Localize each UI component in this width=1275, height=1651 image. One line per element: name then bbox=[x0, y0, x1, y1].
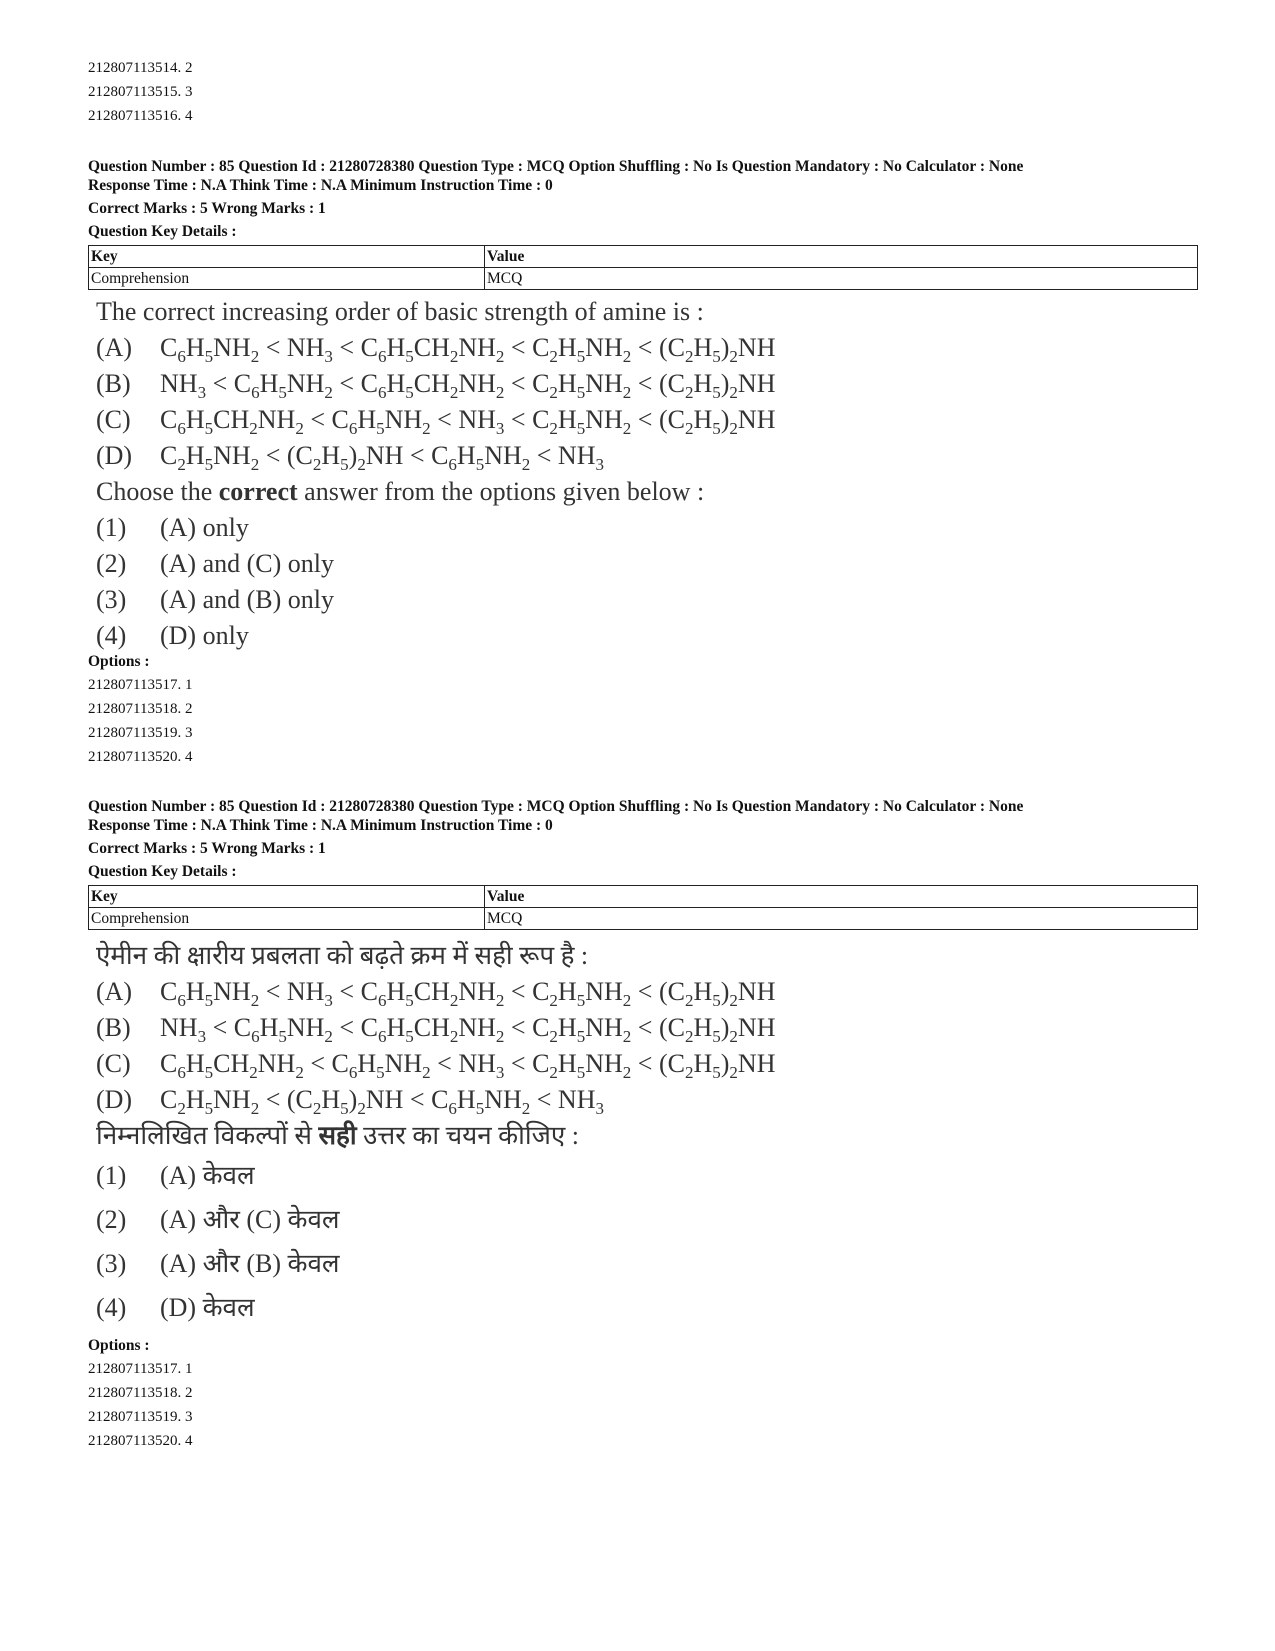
option-item: 212807113517. 1 bbox=[88, 677, 193, 693]
option-item: 212807113515. 3 bbox=[88, 84, 193, 100]
statement-d bbox=[96, 438, 775, 474]
choice-4: (4) (D) only bbox=[96, 621, 249, 650]
options-label: Options : bbox=[88, 1337, 150, 1354]
table-header-row bbox=[89, 886, 1198, 908]
statement-formula: $NH_3 < C_6H_5NH_2 < C_6H_5CH_2NH_2 < C_2H_5NH_2 < (C_2H_5)_2NH$ bbox=[160, 369, 776, 402]
table-header-key: Key bbox=[89, 886, 485, 908]
question-block-english bbox=[88, 157, 1198, 290]
statement-formula: $C_2H_5NH_2 < (C_2H_5)_2NH < C_6H_5NH_2 < NH_3$ bbox=[160, 441, 604, 474]
choice-2: (2) (A) और (C) केवल bbox=[96, 1205, 340, 1234]
question-key-table bbox=[88, 885, 1198, 930]
statement-label: (D) bbox=[96, 441, 133, 470]
statement-formula: $C_6H_5NH_2 < NH_3 < C_6H_5CH_2NH_2 < C_2H_5NH_2 < (C_2H_5)_2NH$ bbox=[160, 977, 776, 1010]
table-row bbox=[89, 268, 1198, 290]
options-section-english bbox=[88, 650, 192, 769]
marks-line: Correct Marks : 5 Wrong Marks : 1 bbox=[88, 840, 326, 857]
question-prompt: The correct increasing order of basic strength of amine is : bbox=[96, 297, 704, 326]
statement-c bbox=[96, 402, 775, 438]
table-header-key: Key bbox=[89, 246, 485, 268]
option-item: 212807113520. 4 bbox=[88, 749, 193, 765]
question-content-hindi bbox=[96, 938, 775, 1330]
choice-3: (3) (A) और (B) केवल bbox=[96, 1249, 340, 1278]
statement-label: (A) bbox=[96, 977, 133, 1006]
statement-b bbox=[96, 366, 775, 402]
statement-label: (C) bbox=[96, 1049, 131, 1078]
option-item: 212807113519. 3 bbox=[88, 1409, 193, 1425]
question-meta-line: Question Number : 85 Question Id : 21280728380 Question Type : MCQ Option Shuffling : No Is Question Mandatory : No Calculator : None bbox=[88, 158, 1024, 175]
statement-formula: $C_6H_5CH_2NH_2 < C_6H_5NH_2 < NH_3 < C_2H_5NH_2 < (C_2H_5)_2NH$ bbox=[160, 405, 776, 438]
question-content-english bbox=[96, 294, 775, 654]
options-label: Options : bbox=[88, 653, 150, 670]
options-section-hindi bbox=[88, 1334, 192, 1453]
table-header-value: Value bbox=[485, 246, 1198, 268]
statement-formula: $C_6H_5NH_2 < NH_3 < C_6H_5CH_2NH_2 < C_2H_5NH_2 < (C_2H_5)_2NH$ bbox=[160, 333, 776, 366]
table-header-value: Value bbox=[485, 886, 1198, 908]
option-item: 212807113516. 4 bbox=[88, 108, 193, 124]
statement-c bbox=[96, 1046, 775, 1082]
question-timing-line: Response Time : N.A Think Time : N.A Minimum Instruction Time : 0 bbox=[88, 177, 553, 194]
statement-d bbox=[96, 1082, 775, 1118]
choose-instruction: Choose the correct answer from the options given below : bbox=[96, 477, 705, 506]
choice-4: (4) (D) केवल bbox=[96, 1293, 255, 1322]
key-details-label: Question Key Details : bbox=[88, 223, 237, 240]
statement-label: (B) bbox=[96, 369, 131, 398]
statement-formula: $C_2H_5NH_2 < (C_2H_5)_2NH < C_6H_5NH_2 < NH_3$ bbox=[160, 1085, 604, 1118]
choose-instruction: निम्नलिखित विकल्पों से सही उत्तर का चयन कीजिए : bbox=[96, 1121, 579, 1150]
question-block-hindi bbox=[88, 797, 1198, 930]
statement-label: (B) bbox=[96, 1013, 131, 1042]
question-prompt: ऐमीन की क्षारीय प्रबलता को बढ़ते क्रम में सही रूप है : bbox=[96, 941, 589, 970]
previous-options-list bbox=[88, 56, 192, 128]
table-cell-key: Comprehension bbox=[89, 908, 485, 930]
statement-label: (D) bbox=[96, 1085, 133, 1114]
option-item: 212807113514. 2 bbox=[88, 60, 193, 76]
table-cell-key: Comprehension bbox=[89, 268, 485, 290]
emphasis-word: correct bbox=[218, 477, 298, 506]
table-row bbox=[89, 908, 1198, 930]
choice-3: (3) (A) and (B) only bbox=[96, 585, 335, 614]
statement-label: (A) bbox=[96, 333, 133, 362]
option-item: 212807113517. 1 bbox=[88, 1361, 193, 1377]
question-key-table bbox=[88, 245, 1198, 290]
question-meta-line: Question Number : 85 Question Id : 21280728380 Question Type : MCQ Option Shuffling : No Is Question Mandatory : No Calculator : None bbox=[88, 798, 1024, 815]
option-item: 212807113519. 3 bbox=[88, 725, 193, 741]
key-details-label: Question Key Details : bbox=[88, 863, 237, 880]
choice-1: (1) (A) केवल bbox=[96, 1161, 255, 1190]
statement-formula: $NH_3 < C_6H_5NH_2 < C_6H_5CH_2NH_2 < C_2H_5NH_2 < (C_2H_5)_2NH$ bbox=[160, 1013, 776, 1046]
statement-formula: $C_6H_5CH_2NH_2 < C_6H_5NH_2 < NH_3 < C_2H_5NH_2 < (C_2H_5)_2NH$ bbox=[160, 1049, 776, 1082]
option-item: 212807113518. 2 bbox=[88, 1385, 193, 1401]
choice-1: (1) (A) only bbox=[96, 513, 249, 542]
emphasis-word: सही bbox=[318, 1121, 357, 1150]
statement-label: (C) bbox=[96, 405, 131, 434]
marks-line: Correct Marks : 5 Wrong Marks : 1 bbox=[88, 200, 326, 217]
table-cell-value: MCQ bbox=[485, 268, 1198, 290]
statement-a bbox=[96, 330, 775, 366]
option-item: 212807113520. 4 bbox=[88, 1433, 193, 1449]
choice-2: (2) (A) and (C) only bbox=[96, 549, 335, 578]
table-cell-value: MCQ bbox=[485, 908, 1198, 930]
table-header-row bbox=[89, 246, 1198, 268]
statement-a bbox=[96, 974, 775, 1010]
option-item: 212807113518. 2 bbox=[88, 701, 193, 717]
statement-b bbox=[96, 1010, 775, 1046]
question-timing-line: Response Time : N.A Think Time : N.A Minimum Instruction Time : 0 bbox=[88, 817, 553, 834]
